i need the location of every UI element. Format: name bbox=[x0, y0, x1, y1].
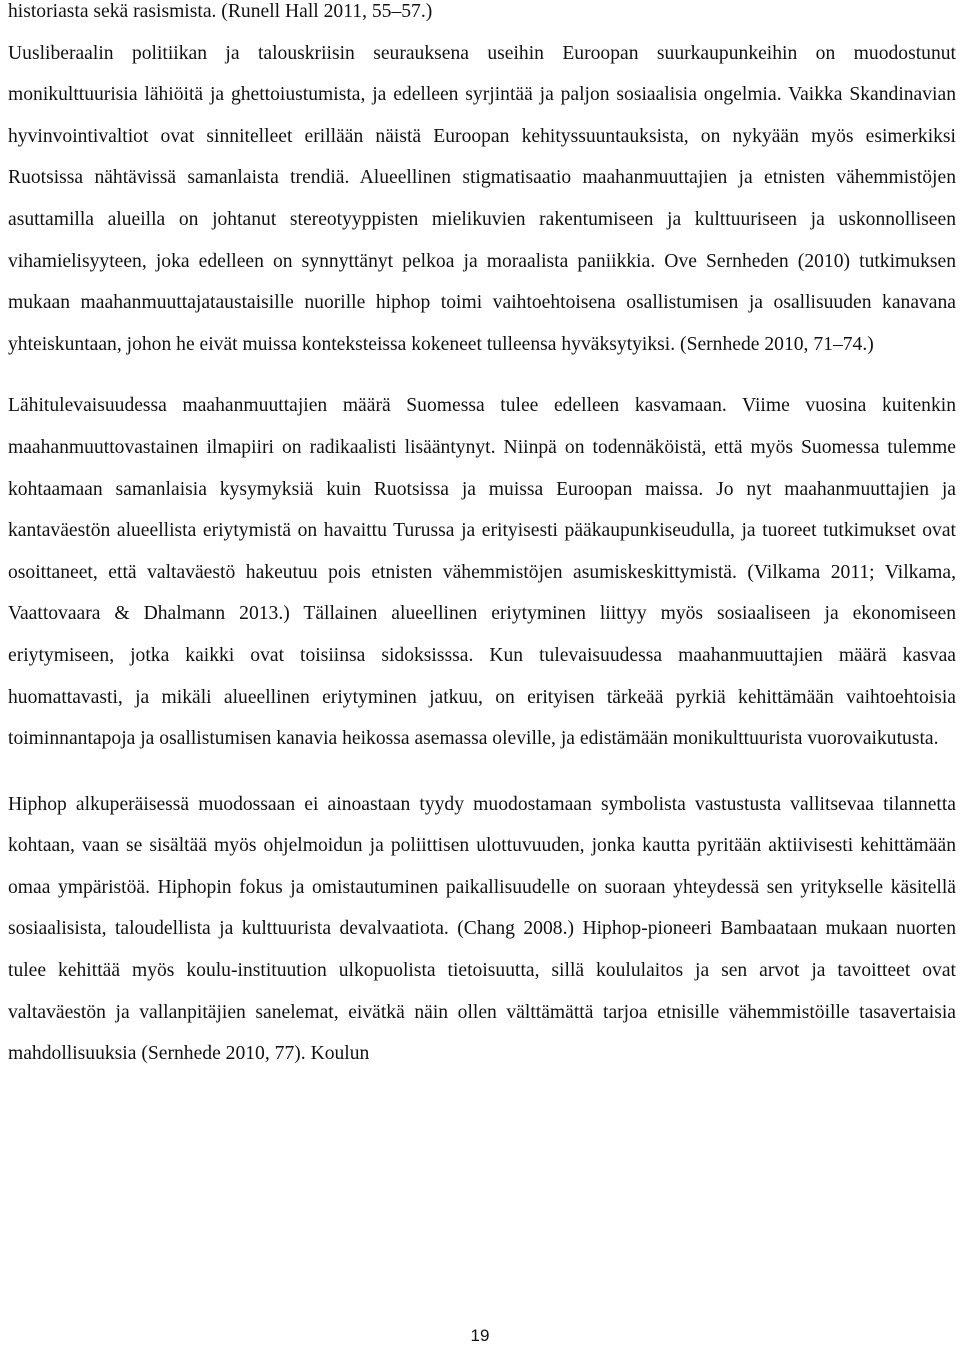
paragraph-gap bbox=[8, 760, 956, 784]
page-number: 19 bbox=[470, 1326, 490, 1345]
paragraph-2: Uusliberaalin politiikan ja talouskriisin seurauksena useihin Euroopan suurkaupunkeihin on muodostunut monikulttuurisia lähiöitä ja ghettoiustumista, ja edelleen syrjintää ja paljon sosiaalisia ongelmia. Vaikka Skandinavian hyvinvointivaltiot ovat sinnitelleet erillään näistä Euroopan kehityssuuntauksista, on nykyään myös esimerkiksi Ruotsissa nähtävissä samanlaista trendiä. Alueellinen stigmatisaatio maahanmuuttajien ja etnisten vähemmistöjen asuttamilla alueilla on johtanut stereotyyppisten mielikuvien rakentumiseen ja kulttuuriseen ja uskonnolliseen vihamielisyyteen, joka edelleen on synnyttänyt pelkoa ja moraalista paniikkia. Ove Sernheden (2010) tutkimuksen mukaan maahanmuuttajataustaisille nuorille hiphop toimi vaihtoehtoisena osallistumisen ja osallisuuden kanavana yhteiskuntaan, johon he eivät muissa konteksteissa kokeneet tulleensa hyväksytyiksi. (Sernhede 2010, 71–74.) bbox=[8, 42, 956, 355]
paragraph-3: Lähitulevaisuudessa maahanmuuttajien määrä Suomessa tulee edelleen kasvamaan. Viime vuosina kuitenkin maahanmuuttovastainen ilmapiiri on radikaalisti lisääntynyt. Niinpä on todennäköistä, että myös Suomessa tulemme kohtaamaan samanlaisia kysymyksiä kuin Ruotsissa ja muissa Euroopan maissa. Jo nyt maahanmuuttajien ja kantaväestön alueellista eriytymistä on havaittu Turussa ja erityisesti pääkaupunkiseudulla, ja tuoreet tutkimukset ovat osoittaneet, että valtaväestö hakeutuu pois etnisten vähemmistöjen asumiskeskittymistä. (Vilkama 2011; Vilkama, Vaattovaara & Dhalmann 2013.) Tällainen alueellinen eriytyminen liittyy myös sosiaaliseen ja ekonomiseen eriytymiseen, jotka kaikki ovat toisiinsa sidoksisssa. Kun tulevaisuudessa maahanmuuttajien määrä kasvaa huomattavasti, ja mikäli alueellinen eriytyminen jatkuu, on erityisen tärkeää pyrkiä kehittämään vaihtoehtoisia toiminnantapoja ja osallistumisen kanavia heikossa asemassa oleville, ja edistämään monikulttuurista vuorovaikutusta. bbox=[8, 395, 956, 750]
document-page bbox=[8, 0, 956, 1075]
paragraph-1: historiasta sekä rasismista. (Runell Hall 2011, 55–57.) bbox=[8, 1, 433, 22]
paragraph-gap bbox=[8, 365, 956, 385]
paragraph-4: Hiphop alkuperäisessä muodossaan ei ainoastaan tyydy muodostamaan symbolista vastustusta vallitsevaa tilannetta kohtaan, vaan se sisältää myös ohjelmoidun ja poliittisen ulottuvuuden, jonka kautta pyritään aktiivisesti kehittämään omaa ympäristöä. Hiphopin fokus ja omistautuminen paikallisuudelle on suoraan yhteydessä sen yritykselle käsitellä sosiaalisista, taloudellista ja kulttuurista devalvaatiota. (Chang 2008.) Hiphop-pioneeri Bambaataan mukaan nuorten tulee kehittää myös koulu-instituution ulkopuolista tietoisuutta, sillä koululaitos ja sen arvot ja tavoitteet ovat valtaväestön ja vallanpitäjien sanelemat, eivätkä näin ollen välttämättä tarjoa etnisille vähemmistöille tasavertaisia mahdollisuuksia (Sernhede 2010, 77). Koulun bbox=[8, 793, 956, 1065]
